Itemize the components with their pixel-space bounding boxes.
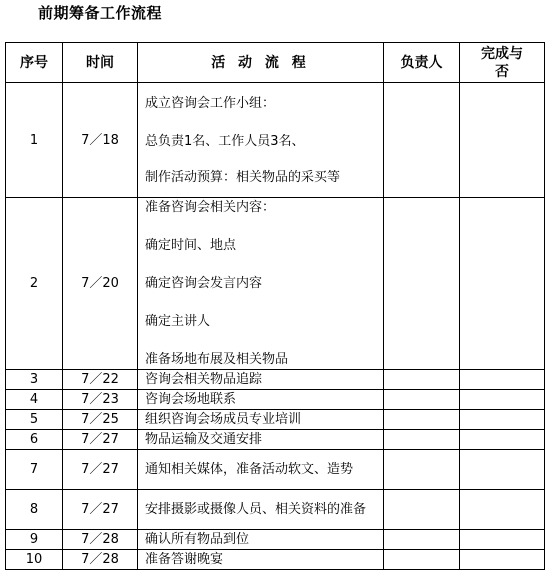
table-row	[6, 390, 545, 410]
header-row	[6, 43, 545, 83]
owner-cell	[384, 490, 460, 530]
activity-cell: 准备答谢晚宴	[138, 550, 384, 570]
table-row	[6, 410, 545, 430]
seq-cell: 7	[6, 450, 63, 490]
done-cell	[460, 198, 545, 370]
table-row	[6, 198, 545, 370]
activity-cell: 咨询会相关物品追踪	[138, 370, 384, 390]
done-cell	[460, 530, 545, 550]
activity-cell: 物品运输及交通安排	[138, 430, 384, 450]
table-row	[6, 83, 545, 198]
header-activity: 活 动 流 程	[138, 43, 384, 83]
activity-cell: 确认所有物品到位	[138, 530, 384, 550]
time-cell: 7／28	[63, 550, 138, 570]
done-cell	[460, 370, 545, 390]
header-done: 完成与否	[460, 43, 545, 83]
done-cell	[460, 450, 545, 490]
owner-cell	[384, 410, 460, 430]
seq-cell: 3	[6, 370, 63, 390]
header-owner: 负责人	[384, 43, 460, 83]
time-cell: 7／23	[63, 390, 138, 410]
activity-cell: 安排摄影或摄像人员、相关资料的准备	[138, 490, 384, 530]
time-cell: 7／27	[63, 490, 138, 530]
time-cell: 7／20	[63, 198, 138, 370]
time-cell: 7／22	[63, 370, 138, 390]
owner-cell	[384, 550, 460, 570]
activity-cell: 咨询会场地联系	[138, 390, 384, 410]
table-row	[6, 490, 545, 530]
time-cell: 7／28	[63, 530, 138, 550]
done-cell	[460, 83, 545, 198]
header-time: 时间	[63, 43, 138, 83]
activity-cell	[138, 198, 384, 370]
activity-cell: 组织咨询会场成员专业培训	[138, 410, 384, 430]
done-cell	[460, 550, 545, 570]
workflow-table	[5, 42, 545, 570]
done-cell	[460, 430, 545, 450]
seq-cell: 2	[6, 198, 63, 370]
time-cell: 7／18	[63, 83, 138, 198]
owner-cell	[384, 370, 460, 390]
time-cell: 7／25	[63, 410, 138, 430]
done-cell	[460, 410, 545, 430]
page-title: 前期筹备工作流程	[38, 4, 163, 22]
table-row	[6, 530, 545, 550]
seq-cell: 6	[6, 430, 63, 450]
owner-cell	[384, 198, 460, 370]
activity-line: 确定主讲人	[145, 314, 211, 329]
table-row	[6, 430, 545, 450]
owner-cell	[384, 390, 460, 410]
seq-cell: 10	[6, 550, 63, 570]
seq-cell: 4	[6, 390, 63, 410]
activity-line: 确定时间、地点	[145, 238, 237, 253]
activity-cell: 通知相关媒体，准备活动软文、造势	[138, 450, 384, 490]
time-cell: 7／27	[63, 430, 138, 450]
header-seq: 序号	[6, 43, 63, 83]
seq-cell: 5	[6, 410, 63, 430]
activity-line: 准备咨询会相关内容：	[145, 200, 276, 215]
activity-line: 制作活动预算：相关物品的采买等	[145, 170, 341, 185]
owner-cell	[384, 430, 460, 450]
seq-cell: 9	[6, 530, 63, 550]
activity-line: 成立咨询会工作小组：	[145, 96, 276, 111]
activity-line: 总负责1名、工作人员3名、	[145, 134, 305, 149]
owner-cell	[384, 450, 460, 490]
activity-line: 确定咨询会发言内容	[145, 276, 263, 291]
table-row	[6, 450, 545, 490]
owner-cell	[384, 83, 460, 198]
table-row	[6, 370, 545, 390]
done-cell	[460, 490, 545, 530]
activity-cell	[138, 83, 384, 198]
table-row	[6, 550, 545, 570]
owner-cell	[384, 530, 460, 550]
seq-cell: 8	[6, 490, 63, 530]
done-cell	[460, 390, 545, 410]
activity-line: 准备场地布展及相关物品	[145, 352, 289, 367]
time-cell: 7／27	[63, 450, 138, 490]
seq-cell: 1	[6, 83, 63, 198]
